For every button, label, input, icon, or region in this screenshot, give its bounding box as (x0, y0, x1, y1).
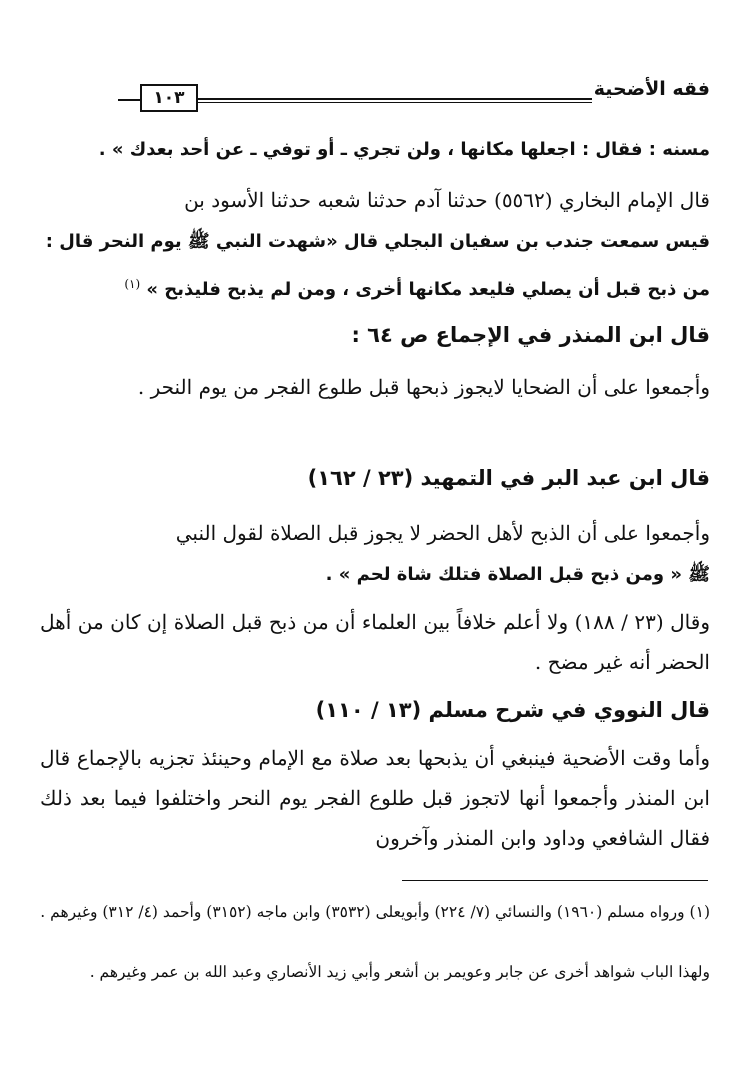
paragraph-ibn-abd-albarr-2: ﷺ « ومن ذبح قبل الصلاة فتلك شاة لحم » . (325, 564, 710, 585)
bukhari-line-2: قيس سمعت جندب بن سفيان البجلي قال «شهدت النبي ﷺ يوم النحر قال : (45, 231, 710, 252)
heading-ibn-almundhir: قال ابن المنذر في الإجماع ص ٦٤ : (351, 323, 710, 347)
paragraph-ibn-abd-albarr-1: وأجمعوا على أن الذبح لأهل الحضر لا يجوز قبل الصلاة لقول النبي (175, 521, 710, 545)
footnote-2: ولهذا الباب شواهد أخرى عن جابر وعويمر بن أشعر وأبي زيد الأنصاري وعبد الله بن عمر وغيرهم . (89, 963, 710, 981)
footnote-rule (402, 880, 708, 881)
header-title: فقه الأضحية (593, 78, 710, 100)
page-number-dash (118, 99, 140, 101)
header-rule (198, 98, 592, 103)
main-text (40, 130, 710, 870)
bukhari-line-1: قال الإمام البخاري (٥٥٦٢) حدثنا آدم حدثنا شعبه حدثنا الأسود بن (184, 188, 710, 212)
bukhari-line-3-text: من ذبح قبل أن يصلي فليعد مكانها أخرى ، ومن لم يذبح فليذبح » (140, 279, 710, 300)
paragraph-ibn-abd-albarr-3: وقال (٢٣ / ١٨٨) ولا أعلم خلافاً بين العلماء أن من ذبح قبل الصلاة إن كان من أهل الحضر أنه غير مضح . (40, 610, 710, 674)
paragraph-nawawi: وأما وقت الأضحية فينبغي أن يذبحها بعد صلاة مع الإمام وحينئذ تجزيه بالإجماع قال ابن المنذر وأجمعوا أنها لاتجوز قبل طلوع الفجر يوم النحر واختلفوا فيما بعد ذلك فقال الشافعي وداود وابن المنذر وآخرون (40, 746, 711, 850)
bukhari-line-3 (40, 264, 710, 310)
hadith-ending: مسنه : فقال : اجعلها مكانها ، ولن تجري ـ أو توفي ـ عن أحد بعدك » . (98, 139, 710, 160)
page-number: ١٠٣ (140, 84, 198, 112)
heading-ibn-abd-albarr: قال ابن عبد البر في التمهيد (٢٣ / ١٦٢) (307, 466, 710, 490)
paragraph-ibn-almundhir: وأجمعوا على أن الضحايا لايجوز ذبحها قبل طلوع الفجر من يوم النحر . (137, 375, 710, 399)
footnote-1: (١) ورواه مسلم (١٩٦٠) والنسائي (٧/ ٢٢٤) وأبويعلى (٣٥٣٢) وابن ماجه (٣١٥٢) وأحمد (٤/ ٣١٢) وغيرهم . (40, 903, 710, 921)
running-header (118, 78, 710, 112)
footnote-ref: (١) (124, 277, 141, 291)
heading-nawawi: قال النووي في شرح مسلم (١٣ / ١١٠) (315, 698, 710, 722)
